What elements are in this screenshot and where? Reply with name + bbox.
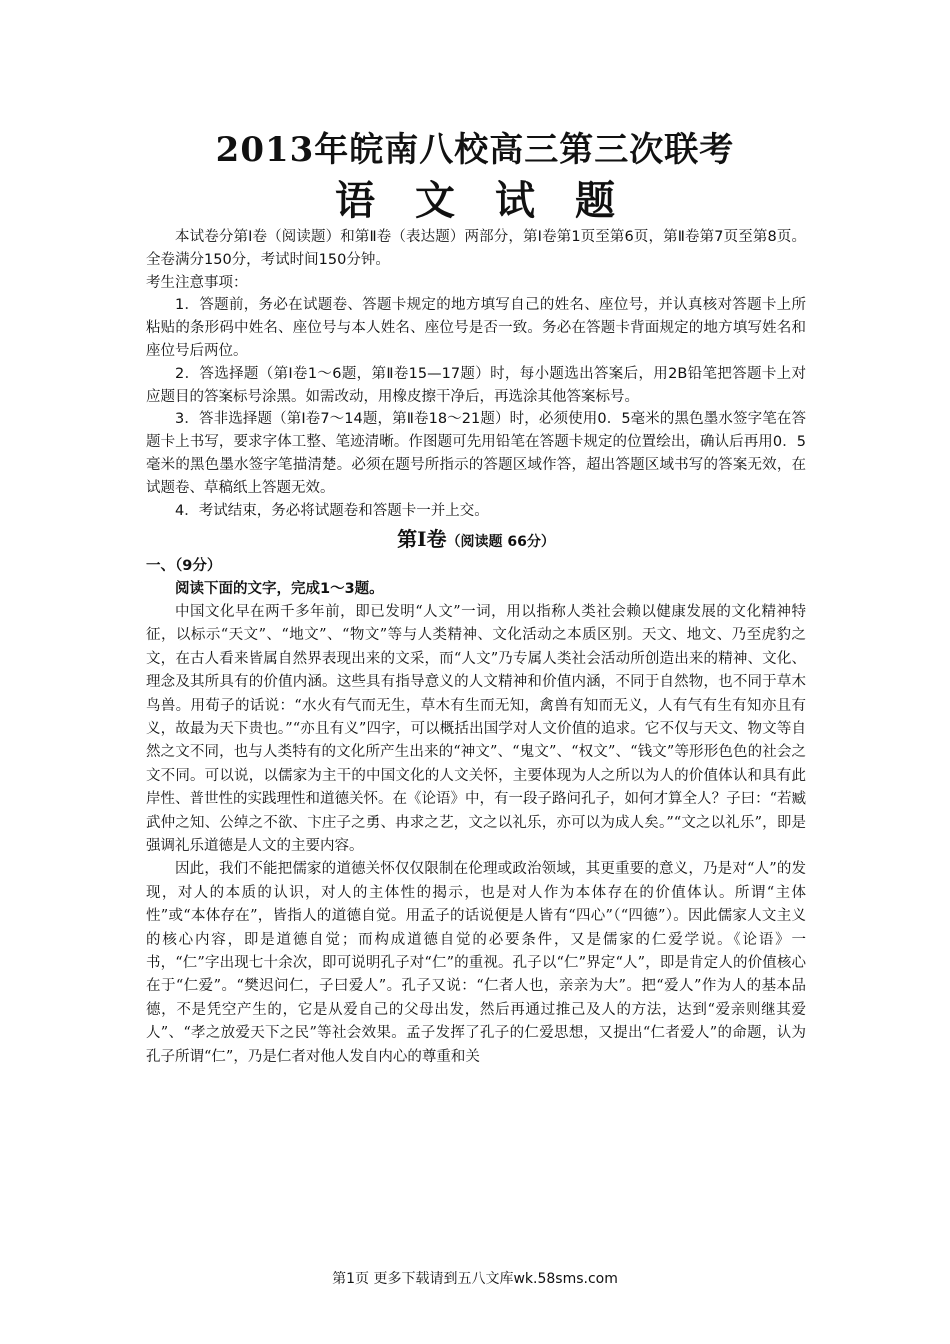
notice-item-4: 4．考试结束，务必将试题卷和答题卡一并上交。 (175, 502, 489, 519)
subject-title: 语 文 试 题 (335, 177, 615, 224)
intro-paragraph: 本试卷分第Ⅰ卷（阅读题）和第Ⅱ卷（表达题）两部分，第Ⅰ卷第1页至第6页，第Ⅱ卷第7页至第8页。全卷满分150分，考试时间150分钟。 (146, 229, 806, 268)
exam-title: 2013年皖南八校高三第三次联考 (215, 130, 735, 170)
page-footer: 第1页 更多下载请到五八文库wk.58sms.com (332, 1271, 618, 1287)
notice-item-1: 1．答题前，务必在试题卷、答题卡规定的地方填写自己的姓名、座位号，并认真核对答题卡上所粘贴的条形码中姓名、座位号与本人姓名、座位号是否一致。务必在答题卡背面规定的地方填写姓名和座位号后两位。 (146, 297, 806, 359)
passage-paragraph-1: 中国文化早在两千多年前，即已发明“人文”一词，用以指称人类社会赖以健康发展的文化精神特征，以标示“天文”、“地文”、“物文”等与人类精神、文化活动之本质区别。天文、地文、乃至虎豹之文，在古人看来皆属自然界表现出来的文采，而“人文”乃专属人类社会活动所创造出来的精神、文化、理念及其所具有的价值内涵。这些具有指导意义的人文精神和价值内涵，不同于自然物，也不同于草木鸟兽。用荀子的话说：“水火有气而无生，草木有生而无知，禽兽有知而无义，人有气有生有知亦且有义，故最为天下贵也。”“亦且有义”四字，可以概括出国学对人文价值的追求。它不仅与天文、物文等自然之文不同，也与人类特有的文化所产生出来的“神文”、“鬼文”、“权文”、“钱文”等形形色色的社会之文不同。可以说，以儒家为主干的中国文化的人文关怀，主要体现为人之所以为人的价值体认和具有此岸性、普世性的实践理性和道德关怀。在《论语》中，有一段子路问孔子，如何才算全人？子曰：“若臧武仲之知、公绰之不欲、卞庄子之勇、冉求之艺，文之以礼乐，亦可以为成人矣。”“文之以礼乐”，即是强调礼乐道德是人文的主要内容。 (146, 603, 806, 855)
document-body (146, 226, 806, 1069)
volume-title: 第Ⅰ卷 (397, 527, 447, 552)
section-instruction: 阅读下面的文字，完成1～3题。 (175, 581, 384, 598)
section-heading: 一、（9分） (146, 558, 222, 575)
volume-subtitle: （阅读题 66分） (446, 534, 555, 551)
notice-item-3: 3．答非选择题（第Ⅰ卷7～14题，第Ⅱ卷18～21题）时，必须使用0．5毫米的黑色墨水签字笔在答题卡上书写，要求字体工整、笔迹清晰。作图题可先用铅笔在答题卡规定的位置绘出，确认后再用0．5毫米的黑色墨水签字笔描清楚。必须在题号所指示的答题区域作答，超出答题区域书写的答案无效，在试题卷、草稿纸上答题无效。 (146, 411, 806, 496)
notice-item-2: 2．答选择题（第Ⅰ卷1～6题，第Ⅱ卷15—17题）时，每小题选出答案后，用2B铅笔把答题卡上对应题目的答案标号涂黑。如需改动，用橡皮擦干净后，再选涂其他答案标号。 (146, 365, 806, 405)
volume-heading (146, 526, 806, 555)
notice-heading: 考生注意事项： (146, 274, 248, 291)
passage-paragraph-2: 因此，我们不能把儒家的道德关怀仅仅限制在伦理或政治领域，其更重要的意义，乃是对“人”的发现，对人的本质的认识，对人的主体性的揭示，也是对人作为本体存在的价值体认。所谓“主体性”或“本体存在”，皆指人的道德自觉。用孟子的话说便是人皆有“四心”（“四德”）。因此儒家人文主义的核心内容，即是道德自觉；而构成道德自觉的必要条件，又是儒家的仁爱学说。《论语》一书，“仁”字出现七十余次，即可说明孔子对“仁”的重视。孔子以“仁”界定“人”，即是肯定人的价值核心在于“仁爱”。“樊迟问仁，子曰爱人”。孔子又说：“仁者人也，亲亲为大”。把“爱人”作为人的基本品德，不是凭空产生的，它是从爱自己的父母出发，然后再通过推己及人的方法，达到“爱亲则继其爱人”、“孝之放爱天下之民”等社会效果。孟子发挥了孔子的仁爱思想，又提出“仁者爱人”的命题，认为孔子所谓“仁”，乃是仁者对他人发自内心的尊重和关 (146, 861, 806, 1065)
